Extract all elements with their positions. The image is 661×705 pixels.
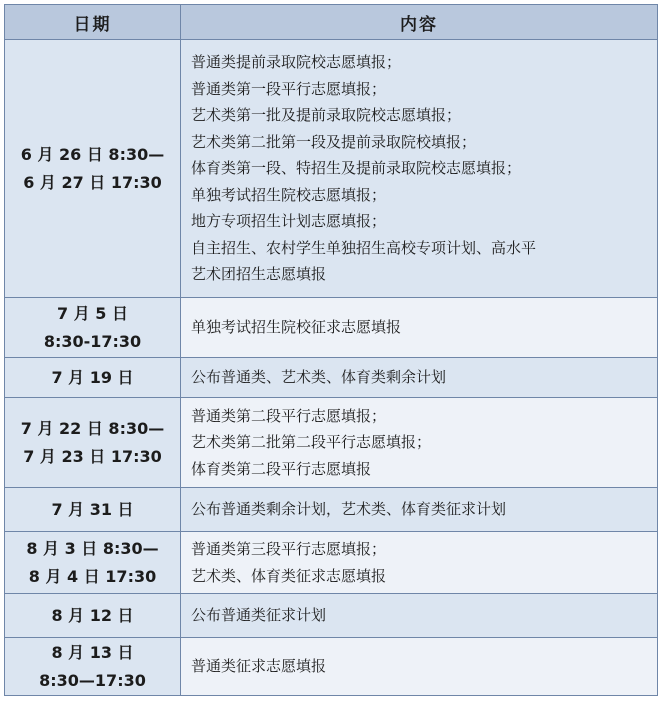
content-line: 公布普通类、艺术类、体育类剩余计划 <box>191 368 447 387</box>
date-line: 7 月 5 日 <box>57 303 128 323</box>
table-row <box>5 638 658 696</box>
date-cell <box>5 358 181 398</box>
date-line: 7 月 22 日 8:30— <box>20 418 165 438</box>
date-cell <box>5 40 181 298</box>
date-cell <box>5 398 181 488</box>
content-line: 单独考试招生院校志愿填报； <box>191 185 387 204</box>
content-cell <box>181 532 658 594</box>
content-cell <box>181 358 658 398</box>
content-cell <box>181 594 658 638</box>
date-cell <box>5 638 181 696</box>
date-cell <box>5 532 181 594</box>
table-row <box>5 298 658 358</box>
date-line: 7 月 31 日 <box>51 499 134 519</box>
date-cell <box>5 298 181 358</box>
date-line: 7 月 19 日 <box>51 367 134 387</box>
content-line: 艺术类、体育类征求志愿填报 <box>191 566 387 585</box>
content-cell <box>181 298 658 358</box>
content-line: 普通类第二段平行志愿填报； <box>191 406 387 425</box>
table-row <box>5 358 658 398</box>
table-row <box>5 40 658 298</box>
content-line: 单独考试招生院校征求志愿填报 <box>191 318 402 337</box>
table-row <box>5 488 658 532</box>
content-line: 艺术类第二批第一段及提前录取院校填报； <box>191 132 477 151</box>
table-row <box>5 594 658 638</box>
content-line: 艺术团招生志愿填报 <box>191 265 327 284</box>
content-line: 普通类征求志愿填报 <box>191 657 327 676</box>
content-line: 公布普通类征求计划 <box>191 606 327 625</box>
content-line: 体育类第二段平行志愿填报 <box>191 459 372 478</box>
content-line: 普通类提前录取院校志愿填报； <box>191 53 402 72</box>
date-line: 7 月 23 日 17:30 <box>23 446 162 466</box>
content-line: 艺术类第一批及提前录取院校志愿填报； <box>191 106 462 125</box>
content-column-header: 内容 <box>181 5 658 40</box>
date-line: 8 月 4 日 17:30 <box>28 566 157 586</box>
table-row <box>5 398 658 488</box>
content-line: 体育类第一段、特招生及提前录取院校志愿填报； <box>191 159 522 178</box>
date-line: 8:30-17:30 <box>43 331 142 351</box>
content-line: 地方专项招生计划志愿填报； <box>191 212 387 231</box>
content-cell <box>181 638 658 696</box>
content-line: 艺术类第二批第二段平行志愿填报； <box>191 433 432 452</box>
date-line: 6 月 26 日 8:30— <box>20 144 165 164</box>
date-line: 6 月 27 日 17:30 <box>23 172 162 192</box>
content-cell <box>181 488 658 532</box>
date-cell <box>5 594 181 638</box>
date-line: 8 月 12 日 <box>51 605 134 625</box>
date-line: 8 月 13 日 <box>51 642 134 662</box>
date-line: 8 月 3 日 8:30— <box>26 538 159 558</box>
date-line: 8:30—17:30 <box>39 670 146 690</box>
content-line: 公布普通类剩余计划，艺术类、体育类征求计划 <box>191 500 507 519</box>
content-line: 自主招生、农村学生单独招生高校专项计划、高水平 <box>191 238 537 257</box>
content-cell <box>181 398 658 488</box>
date-column-header: 日期 <box>5 5 181 40</box>
admission-schedule-table <box>4 4 658 696</box>
content-line: 普通类第三段平行志愿填报； <box>191 540 387 558</box>
content-line: 普通类第一段平行志愿填报； <box>191 79 387 98</box>
table-header-row <box>5 5 658 40</box>
content-cell <box>181 40 658 298</box>
table-row <box>5 532 658 594</box>
date-cell <box>5 488 181 532</box>
